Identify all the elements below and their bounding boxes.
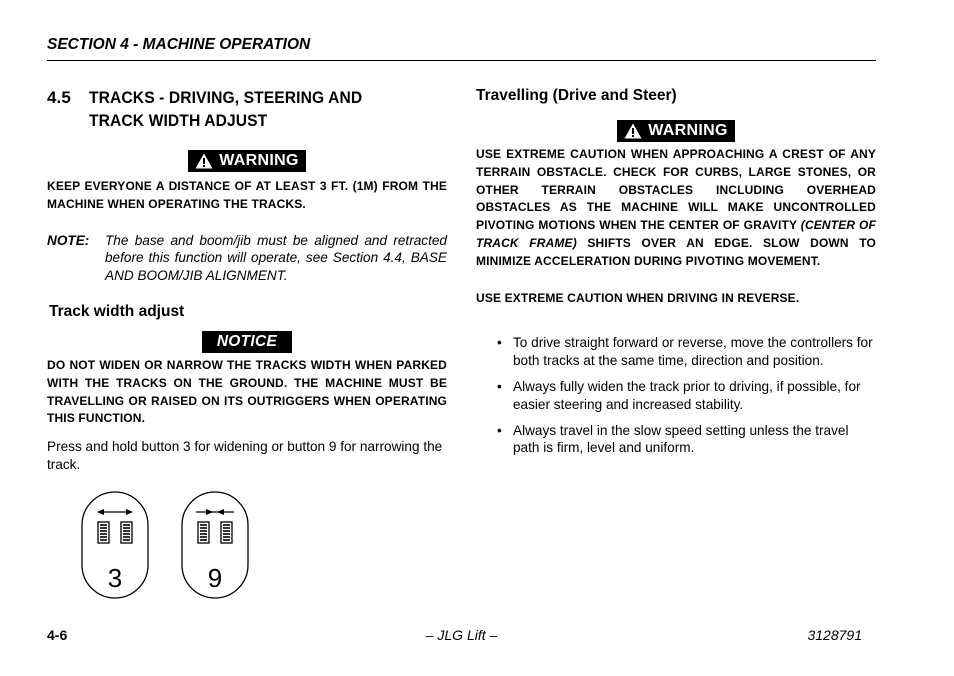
section-number: 4.5 bbox=[47, 88, 71, 107]
notice-label: NOTICE bbox=[216, 333, 278, 351]
list-item: • Always travel in the slow speed setting unless the travel path is firm, level and uniform. bbox=[476, 422, 876, 458]
track-width-heading: Track width adjust bbox=[49, 303, 185, 321]
page-number: 4-6 bbox=[47, 627, 68, 643]
button-9-number: 9 bbox=[207, 563, 223, 593]
warning-badge-2 bbox=[617, 120, 734, 142]
crest-warning-italic: (CENTER OF TRACK FRAME) bbox=[476, 218, 876, 250]
notice-badge-wrap bbox=[47, 331, 447, 353]
warning-triangle-icon bbox=[624, 123, 642, 139]
tracks-widen-icon bbox=[80, 490, 150, 600]
warning-badge-wrap-2 bbox=[476, 120, 876, 142]
warning-triangle-icon bbox=[195, 153, 213, 169]
crest-warning-part1: USE EXTREME CAUTION WHEN APPROACHING A CREST OF ANY TERRAIN OBSTACLE. CHECK FOR CURBS, LARGE STONES, OR OTHER TERRAIN OBSTACLES INCLUDING OVERHEAD OBSTACLES AS THE MACHINE WILL MAKE UNCONTROLLED PIVOTING MOTIONS WHEN THE CENTER OF GRAVITY bbox=[476, 147, 876, 233]
reverse-warning-text: USE EXTREME CAUTION WHEN DRIVING IN REVERSE. bbox=[476, 290, 800, 305]
button-3-number: 3 bbox=[107, 563, 123, 593]
note bbox=[47, 232, 447, 285]
notice-badge bbox=[202, 331, 292, 353]
section-title bbox=[47, 86, 447, 132]
travel-bullet-list bbox=[476, 334, 876, 457]
list-item: • Always fully widen the track prior to driving, if possible, for easier steering and increased stability. bbox=[476, 378, 876, 414]
instruction-text: Press and hold button 3 for widening or button 9 for narrowing the track. bbox=[47, 439, 443, 473]
section-title-text: TRACKS - DRIVING, STEERING AND TRACK WIDTH ADJUST bbox=[89, 88, 363, 130]
travelling-heading: Travelling (Drive and Steer) bbox=[476, 87, 677, 104]
section-header bbox=[47, 36, 876, 61]
document-number: 3128791 bbox=[807, 627, 862, 643]
warning-label-2: WARNING bbox=[648, 122, 728, 139]
note-text: The base and boom/jib must be aligned and retracted before this function will operate, see Section 4.4, BASE AND BOOM/JIB ALIGNMENT. bbox=[105, 232, 447, 283]
notice-text: DO NOT WIDEN OR NARROW THE TRACKS WIDTH WHEN PARKED WITH THE TRACKS ON THE GROUND. THE MACHINE MUST BE TRAVELLING OR RAISED ON ITS OUTRIGGERS WHEN OPERATING THIS FUNCTION. bbox=[47, 358, 447, 426]
warning-badge-wrap bbox=[47, 150, 447, 172]
warning-label: WARNING bbox=[219, 152, 299, 169]
button-3 bbox=[80, 490, 150, 600]
right-column bbox=[476, 86, 876, 465]
section-header-title: SECTION 4 - MACHINE OPERATION bbox=[47, 36, 311, 53]
crest-warning-text bbox=[476, 146, 876, 271]
crest-warning-part2: SHIFTS OVER AN EDGE. SLOW DOWN TO MINIMIZE ACCELERATION DURING PIVOTING MOVEMENT. bbox=[476, 235, 876, 268]
track-buttons-illustration bbox=[80, 490, 270, 600]
tracks-narrow-icon bbox=[180, 490, 250, 600]
list-item: • To drive straight forward or reverse, move the controllers for both tracks at the same time, direction and position. bbox=[476, 334, 876, 370]
warning-text: KEEP EVERYONE A DISTANCE OF AT LEAST 3 FT. (1M) FROM THE MACHINE WHEN OPERATING THE TRACKS. bbox=[47, 179, 447, 211]
footer-center: – JLG Lift – bbox=[425, 627, 498, 643]
warning-badge bbox=[188, 150, 305, 172]
note-label: NOTE: bbox=[47, 232, 90, 248]
left-column bbox=[47, 86, 447, 474]
button-9 bbox=[180, 490, 250, 600]
